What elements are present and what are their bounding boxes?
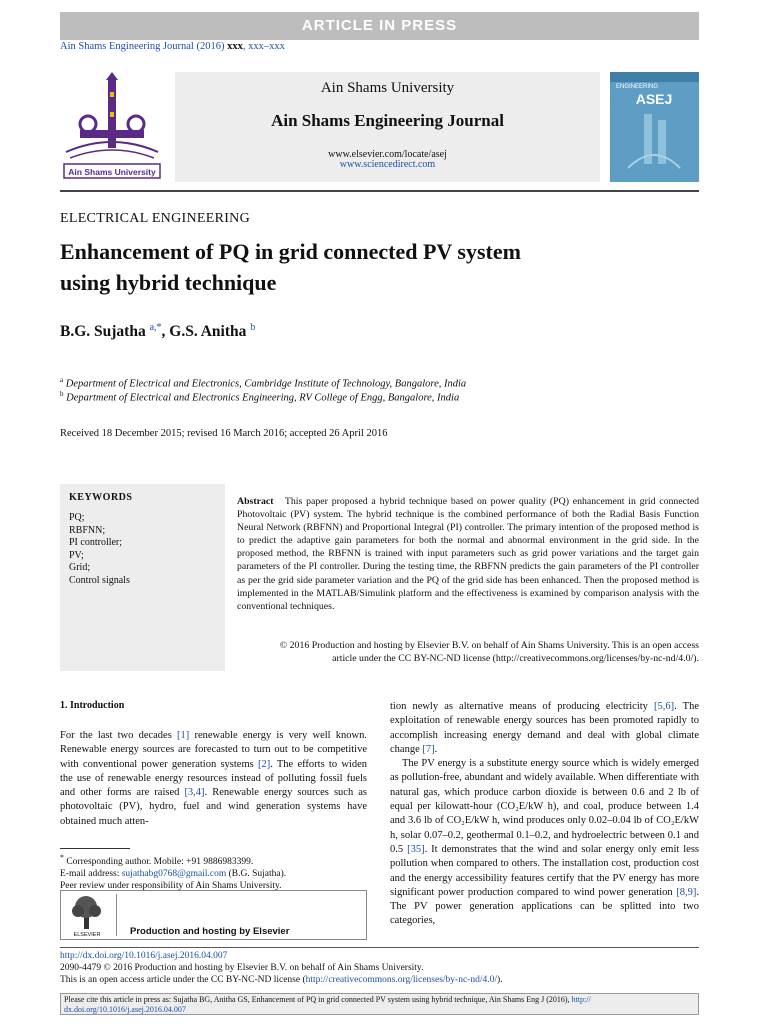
journal-ref-volume: xxx	[227, 41, 243, 52]
keyword-item: Grid;	[69, 562, 91, 574]
journal-url-locate[interactable]: www.elsevier.com/locate/asej	[328, 149, 447, 160]
article-in-press-banner: ARTICLE IN PRESS	[60, 12, 699, 40]
journal-title: Ain Shams Engineering Journal	[271, 111, 504, 130]
journal-url-sciencedirect[interactable]: www.sciencedirect.com	[339, 159, 436, 170]
cite-text: Please cite this article in press as: Sujatha BG, Anitha GS, Enhancement of PQ in grid connected PV system using hybrid technique, Ain Shams Eng J (2016),	[64, 995, 572, 1004]
keyword-item: PQ;	[69, 512, 85, 523]
elsevier-tree-icon	[64, 893, 110, 938]
cover-title: ENGINEERING	[616, 84, 659, 90]
email-line	[60, 868, 370, 880]
university-name: Ain Shams University	[320, 80, 455, 96]
doi-link[interactable]: http://dx.doi.org/10.1016/j.asej.2016.04.007	[60, 951, 228, 961]
corresponding-text: Corresponding author. Mobile: +91 9886983399.	[63, 857, 254, 868]
university-logo-icon	[60, 72, 164, 182]
journal-reference	[60, 41, 285, 52]
journal-ref-prefix: Ain Shams Engineering Journal (2016)	[60, 41, 228, 52]
keyword-item: PI controller;	[69, 537, 123, 549]
abstract-copyright	[237, 639, 699, 665]
citation-link[interactable]: [5,6]	[654, 701, 675, 712]
keywords-box	[60, 484, 225, 671]
citation-link[interactable]: [1]	[177, 730, 190, 741]
affiliation-b	[60, 390, 459, 404]
intro-text: renewable energy is very well known. Renewable energy sources are forecasted to turn out to be competitive with conventional power generation systems	[60, 730, 367, 770]
affiliation-a	[60, 376, 466, 390]
email-link[interactable]: sujathabg0768@gmail.com	[121, 869, 227, 880]
footnote	[60, 852, 370, 892]
intro-text: tion newly as alternative means of producing electricity	[390, 701, 655, 712]
intro-text: . The exploitation of renewable energy sources has been promoted rapidly to accomplish increasing energy demand and deal with global climate change	[390, 701, 700, 755]
intro-text: . It demonstrates that the wind and solar energy only emit less pollution when compared to others. The installation cost, production cost and the energy accessibility features certify that the PV energy has more significant power production compared to wind power generation	[390, 843, 700, 898]
copyright-line-1: © 2016 Production and hosting by Elsevier B.V. on behalf of Ain Shams University. This is an open access	[279, 640, 699, 651]
issn-line: 2090-4479 © 2016 Production and hosting by Elsevier B.V. on behalf of Ain Shams University.	[60, 963, 424, 973]
copyright-license-post: ).	[693, 653, 699, 665]
intro-text: . Renewable energy sources such as photovoltaic (PV), hydro, fuel and wind generation systems have obtained much atten-	[60, 787, 367, 827]
author-1-affiliation[interactable]: a,*	[149, 322, 162, 333]
intro-right-column	[390, 700, 699, 929]
affiliation-a-text: Department of Electrical and Electronics, Cambridge Institute of Technology, Bangalore, India	[65, 378, 467, 390]
corresponding-author	[60, 852, 370, 868]
citation-link[interactable]: [8,9]	[676, 886, 697, 898]
abstract-label: Abstract	[237, 496, 274, 507]
email-label: E-mail address:	[60, 869, 122, 880]
oa-license-link[interactable]: http://creativecommons.org/licenses/by-nc-nd/4.0/	[305, 975, 497, 985]
copyright-line-2	[237, 652, 699, 665]
footnote-rule	[60, 848, 130, 849]
keywords-heading: KEYWORDS	[69, 492, 133, 503]
keyword-item: Control signals	[69, 574, 130, 586]
elsevier-divider	[116, 894, 117, 936]
affiliation-b-text: Department of Electrical and Electronics Engineering, RV College of Engg, Bangalore, India	[66, 392, 460, 404]
author-1: B.G. Sujatha	[60, 323, 146, 341]
abstract-text: This paper proposed a hybrid technique based on power quality (PQ) enhancement in grid connected Photovoltaic (PV) system. The hybrid technique is the combined performance of both the Radial Basis Function Neural Network (RBFNN) and Proportional Integral (PI) controller. The primary intention of the proposed method is to predict the adaptive gain parameters for both the normal and abnormal environment in the grid side. In the proposed method, the RBFNN is trained with input parameters such as grid power variations and the target gain parameters of the PI controller. During the testing time, the RBFNN predicts the gain parameters of the PI controller as per the grid side parameter variation and the PQ of the grid side has been enhanced. Then the proposed method is implemented in the MATLAB/Simulink platform and the effectiveness is examined by comparison analysis with the conventional techniques.	[237, 496, 699, 612]
peer-review-note: Peer review under responsibility of Ain Shams University.	[60, 881, 282, 892]
author-2: G.S. Anitha	[169, 323, 247, 341]
cite-doi-link-part2[interactable]: dx.doi.org/10.1016/j.asej.2016.04.007	[64, 1005, 186, 1014]
oa-text-post: ).	[497, 975, 503, 985]
article-title	[60, 236, 680, 298]
citation-link[interactable]: [3,4]	[184, 787, 205, 799]
footnote-star: *	[60, 853, 64, 862]
oa-text-pre: This is an open access article under the CC BY-NC-ND license (	[60, 975, 306, 985]
abstract	[237, 495, 699, 613]
copyright-license-pre: article under the CC BY-NC-ND license (	[332, 653, 496, 665]
intro-text: .	[434, 743, 438, 755]
introduction-heading: 1. Introduction	[60, 700, 125, 711]
keyword-item: PV;	[69, 549, 84, 561]
intro-text: . The PV power generation applications can be splitted into two categories,	[390, 886, 699, 927]
journal-cover-icon	[610, 72, 699, 182]
header-rule	[60, 190, 699, 192]
journal-ref-pages: , xxx–xxx	[242, 41, 285, 52]
citation-link[interactable]: [2]	[257, 758, 271, 770]
affiliation-a-marker: a	[60, 376, 64, 384]
elsevier-hosting-text: Production and hosting by Elsevier	[130, 926, 290, 937]
received-dates: Received 18 December 2015; revised 16 March 2016; accepted 26 April 2016	[60, 428, 388, 439]
keyword-item: RBFNN;	[69, 524, 106, 536]
elsevier-logo-word: ELSEVIER	[73, 932, 101, 938]
title-line-1: Enhancement of PQ in grid connected PV system	[60, 239, 521, 264]
cover-acronym: ASEJ	[635, 91, 673, 107]
license-link[interactable]: http://creativecommons.org/licenses/by-nc-nd/4.0/	[495, 653, 694, 665]
logo-text: Ain Shams University	[68, 167, 156, 177]
intro-paragraph	[390, 700, 699, 757]
author-list	[60, 322, 255, 341]
intro-text: For the last two decades	[60, 730, 178, 741]
open-access-line	[60, 975, 503, 985]
citation-box	[60, 993, 699, 1015]
email-owner: (B.G. Sujatha).	[226, 869, 287, 880]
affiliation-b-marker: b	[60, 390, 64, 398]
section-heading: ELECTRICAL ENGINEERING	[60, 211, 250, 226]
title-line-2: using hybrid technique	[60, 270, 277, 295]
author-2-affiliation[interactable]: b	[250, 322, 256, 333]
cite-doi-link-part1[interactable]: http://	[571, 995, 591, 1004]
bottom-rule	[60, 947, 699, 948]
intro-text: . The efforts to widen the use of renewable energy resources instead of polluting fossil fuels and other forms are raised	[60, 758, 367, 799]
citation-link[interactable]: [7]	[422, 743, 435, 755]
intro-text: The PV energy is a substitute energy source which is widely emerged as pollution-free, abundant and widely available. When differentiate with natural gas, which produce carbon dioxide is between 0.6 and 2 lb of equal per kilowatt-hour (CO₂E/kW h), and coal, produce between 1.4 and 3.6 lb of CO₂E/kW h, wind produces only 0.02–0.04 lb of CO₂E/kW h, solar 0.07–0.2, geothermal 0.1–0.2, and hydroelectric between 0.1 and 0.5	[390, 758, 699, 855]
intro-left-column	[60, 729, 367, 829]
author-separator: ,	[161, 323, 170, 341]
intro-paragraph	[390, 757, 699, 929]
citation-link[interactable]: [35]	[407, 843, 425, 855]
